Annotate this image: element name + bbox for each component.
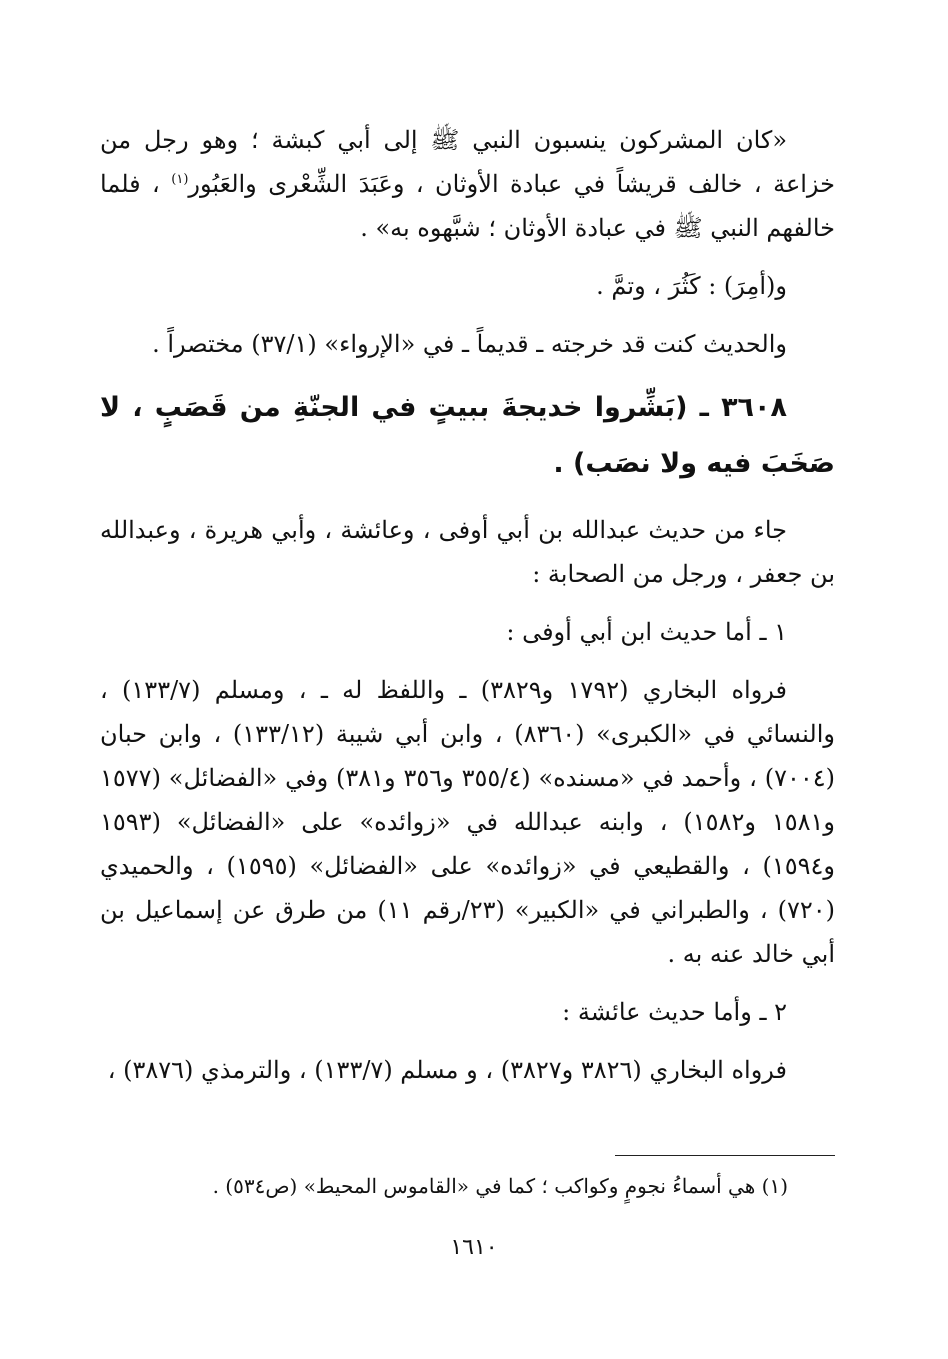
paragraph-quote <box>100 118 835 250</box>
paragraph-quote-text: «كان المشركون ينسبون النبي ﷺ إلى أبي كبشة ؛ وهو رجل من خزاعة ، خالف قريشاً في عبادة الأوثان ، وعَبَدَ الشِّعْرى والعَبُور <box>100 126 836 198</box>
paragraph-sources-ibn-abi-awfa: فرواه البخاري (١٧٩٢ و٣٨٢٩) ـ واللفظ له ـ ، ومسلم (١٣٣/٧) ، والنسائي في «الكبرى» (٨٣٦٠) ، وابن أبي شيبة (١٣٣/١٢) ، وابن حبان (٧٠٠٤) ، وأحمد في «مسنده» (٣٥٥/٤ و٣٥٦ و٣٨١) وفي «الفضائل» (١٥٧٧ و١٥٨١ و١٥٨٢) ، وابنه عبدالله في «زوائده» على «الفضائل» (١٥٩٣ و١٥٩٤) ، والقطيعي في «زوائده» على «الفضائل» (١٥٩٥) ، والحميدي (٧٢٠) ، والطبراني في «الكبير» (٢٣/رقم ١١) من طرق عن إسماعيل بن أبي خالد عنه به . <box>100 676 836 968</box>
page-number: ١٦١٠ <box>450 1235 498 1260</box>
section-heading-ibn-abi-awfa: ١ ـ أما حديث ابن أبي أوفى : <box>506 618 787 646</box>
paragraph-narrators: جاء من حديث عبدالله بن أبي أوفى ، وعائشة ، وأبي هريرة ، وعبدالله بن جعفر ، ورجل من الصحابة : <box>100 516 835 588</box>
footnote-divider <box>615 1155 835 1156</box>
footnote: (١) هي أسماءُ نجومٍ وكواكب ؛ كما في «القاموس المحيط» (ص٥٣٤) . <box>212 1174 788 1198</box>
paragraph-takhrij-note: والحديث كنت قد خرجته ـ قديماً ـ في «الإرواء» (٣٧/١) مختصراً . <box>152 330 787 358</box>
section-heading-aisha: ٢ ـ وأما حديث عائشة : <box>562 998 787 1026</box>
paragraph-quote-end: ، فلما خالفهم النبي ﷺ في عبادة الأوثان ؛ شبَّهوه به» . <box>100 170 835 242</box>
page-body <box>100 118 835 1106</box>
paragraph-definition: و(أمِرَ) : كَثُرَ ، وتمَّ . <box>596 272 787 300</box>
paragraph-sources-aisha: فرواه البخاري (٣٨٢٦ و٣٨٢٧) ، و مسلم (١٣٣/٧) ، والترمذي (٣٨٧٦) ، <box>107 1056 787 1084</box>
footnote-reference: (١) <box>171 172 189 187</box>
hadith-heading: ٣٦٠٨ ـ (بَشِّروا خديجةَ ببيتٍ في الجنّةِ من قَصَبٍ ، لا صَخَبَ فيه ولا نصَب) . <box>100 392 835 479</box>
